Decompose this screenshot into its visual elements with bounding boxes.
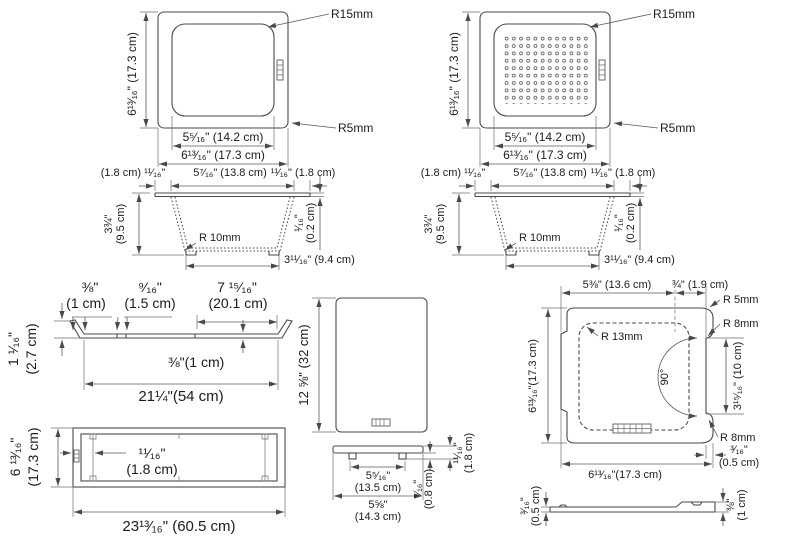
solid-insert-section-view xyxy=(101,167,355,270)
feet-span-label-cm: (13.5 cm) xyxy=(354,482,402,494)
cutting-board-front-view xyxy=(296,298,427,432)
extension-lines xyxy=(541,286,744,468)
depth-dim-label-cm: (9.5 cm) xyxy=(115,203,127,245)
tray-side-view xyxy=(5,279,292,405)
radius-r5-label: R 5mm xyxy=(723,294,759,306)
depth-dim-label-in: 3¾" xyxy=(423,214,435,234)
width-dim-label-cm: (17.3 cm) xyxy=(25,427,41,487)
height-dim-label: 12 ⅝" (32 cm) xyxy=(296,324,311,406)
tray-inner-outline xyxy=(81,434,277,481)
inner-radius-label: R15mm xyxy=(653,7,696,21)
lip-right-dim-label: ¹¹⁄₁₆" (1.8 cm) xyxy=(270,167,336,179)
section-width-label-cm: (20.1 cm) xyxy=(208,295,268,311)
section-width-label-in: 7 ¹⁵⁄₁₆" xyxy=(217,279,257,295)
insert-outer-outline xyxy=(158,12,288,128)
solid-insert-top-view xyxy=(125,7,373,167)
rim-thickness-label-in: ¹⁄₁₆" xyxy=(293,214,305,232)
thickness-label-in: ³⁄₁₆" xyxy=(519,497,531,515)
lip-left-dim-label: (1.8 cm) ¹¹⁄₁₆" xyxy=(420,167,486,179)
angle-label: 90° xyxy=(659,368,671,386)
radius-r8-bottom-label: R 8mm xyxy=(720,432,756,444)
radius-r8-top-label: R 8mm xyxy=(723,318,759,330)
top-width-dim-label: 5⁷⁄₁₆" (13.8 cm) xyxy=(513,167,587,179)
dimension-lines xyxy=(62,303,277,384)
tray-profile-outline xyxy=(70,320,292,338)
hook-width-label-cm: (1 cm) xyxy=(66,295,106,311)
outer-radius-label: R5mm xyxy=(660,121,696,135)
depth-dim-label-cm: (9.5 cm) xyxy=(435,203,447,245)
lip-right-dim-label: ¹¹⁄₁₆" (1.8 cm) xyxy=(590,167,656,179)
cover-outline xyxy=(561,308,713,443)
sink-cover-profile-view xyxy=(519,486,748,526)
outer-radius-label: R5mm xyxy=(338,121,374,135)
board-foot-right xyxy=(399,453,406,459)
end-height-label-cm: (2.7 cm) xyxy=(23,323,39,375)
notch-height-label: 3¹⁵⁄₁₆" (10 cm) xyxy=(732,341,744,411)
foot-height-label-cm: (0.8 cm) xyxy=(423,468,435,510)
dimension-lines xyxy=(548,293,726,464)
edge-offset-label-cm: (0.5 cm) xyxy=(718,457,760,469)
rim-thickness-label-in: ¹⁄₁₆" xyxy=(613,214,625,232)
length-dim-label: 21¼"(54 cm) xyxy=(138,388,224,405)
corner-tabs xyxy=(90,434,268,481)
extension-lines xyxy=(312,298,336,432)
brand-logo xyxy=(613,424,651,433)
cutting-board-side-view xyxy=(333,433,475,523)
bottom-radius-label: R 10mm xyxy=(199,232,241,244)
profile-outline xyxy=(550,502,715,512)
top-width-label: 5⅜" (13.6 cm) xyxy=(582,279,652,291)
width-dim-label-in: 6 ¹³⁄₁₆" xyxy=(7,437,23,477)
board-outline xyxy=(336,298,427,432)
brand-logo xyxy=(372,419,390,426)
length-dim-label: 23¹³⁄₁₆" (60.5 cm) xyxy=(122,518,236,535)
sink-cover-top-view xyxy=(527,279,759,481)
tray-rail-lines xyxy=(93,434,265,481)
bottom-width-dim-label: 3¹¹⁄₁₆" (9.4 cm) xyxy=(284,254,355,266)
edge-offset-label-in: ³⁄₁₆" xyxy=(730,444,748,456)
radius-r13-label: R 13mm xyxy=(601,331,643,343)
outer-width-dim-label: 6¹³⁄₁₆" (17.3 cm) xyxy=(503,148,587,162)
board-foot-left xyxy=(349,453,356,459)
width-dim-label: 6¹³⁄₁₆"(17.3 cm) xyxy=(588,469,662,481)
foot-height-label-in: ⁵⁄₁₆" xyxy=(412,479,424,499)
rail-width-label-in: ¹¹⁄₁₆" xyxy=(138,445,166,461)
lip-height-label-cm: (1 cm) xyxy=(736,489,748,521)
rim-thickness-label-cm: (0.2 cm) xyxy=(305,202,317,244)
bottom-radius-label: R 10mm xyxy=(519,232,561,244)
tray-plan-view xyxy=(7,427,285,535)
perforated-insert-top-view xyxy=(447,7,695,167)
outer-width-dim-label: 6¹³⁄₁₆" (17.3 cm) xyxy=(181,148,265,162)
perforation-grid xyxy=(504,36,588,104)
end-height-label-in: 1 ¹⁄₁₆" xyxy=(5,331,21,367)
total-height-label-in: ¹¹⁄₁₆" xyxy=(452,442,464,464)
hook-width-label-in: ⅜" xyxy=(81,279,99,295)
inner-width-dim-label: 5⁵⁄₁₆" (14.2 cm) xyxy=(504,130,586,144)
height-dim-label: 6¹³⁄₁₆" (17.3 cm) xyxy=(125,32,139,116)
inner-radius-label: R15mm xyxy=(331,7,374,21)
insert-inner-outline xyxy=(172,24,274,116)
inner-width-dim-label: 5⁵⁄₁₆" (14.2 cm) xyxy=(182,130,264,144)
slot-width-label-in: ⁹⁄₁₆" xyxy=(138,279,162,295)
brand-logo xyxy=(74,450,79,462)
extension-lines xyxy=(54,315,278,390)
total-height-label-cm: (1.8 cm) xyxy=(463,432,475,474)
slot-width-label-cm: (1.5 cm) xyxy=(124,295,176,311)
width-label-cm: (14.3 cm) xyxy=(354,511,402,523)
lip-height-label-in: ⅜" xyxy=(725,498,737,512)
brand-logo xyxy=(599,60,605,80)
rim-thickness-label-cm: (0.2 cm) xyxy=(625,202,637,244)
depth-dim-label-in: 3¾" xyxy=(103,214,115,234)
height-dim-label: 6¹³⁄₁₆"(17.3 cm) xyxy=(527,339,539,413)
board-profile xyxy=(333,446,423,453)
bottom-width-dim-label: 3¹¹⁄₁₆" (9.4 cm) xyxy=(604,254,675,266)
vessel-outline xyxy=(155,193,310,255)
vessel-outline xyxy=(475,193,630,255)
thickness-label: ⅜"(1 cm) xyxy=(168,354,225,370)
top-width-dim-label: 5⁷⁄₁₆" (13.8 cm) xyxy=(193,167,267,179)
perforated-insert-section-view xyxy=(421,167,675,270)
feet-span-label-in: 5⁵⁄₁₆" xyxy=(365,470,391,482)
brand-logo xyxy=(277,60,283,80)
edge-width-label: ¾" (1.9 cm) xyxy=(671,279,729,291)
lip-left-dim-label: (1.8 cm) ¹¹⁄₁₆" xyxy=(100,167,166,179)
height-dim-label: 6¹³⁄₁₆" (17.3 cm) xyxy=(447,32,461,116)
width-label-in: 5⅝" xyxy=(368,499,388,511)
thickness-label-cm: (0.5 cm) xyxy=(530,485,542,527)
rail-width-label-cm: (1.8 cm) xyxy=(126,461,178,477)
